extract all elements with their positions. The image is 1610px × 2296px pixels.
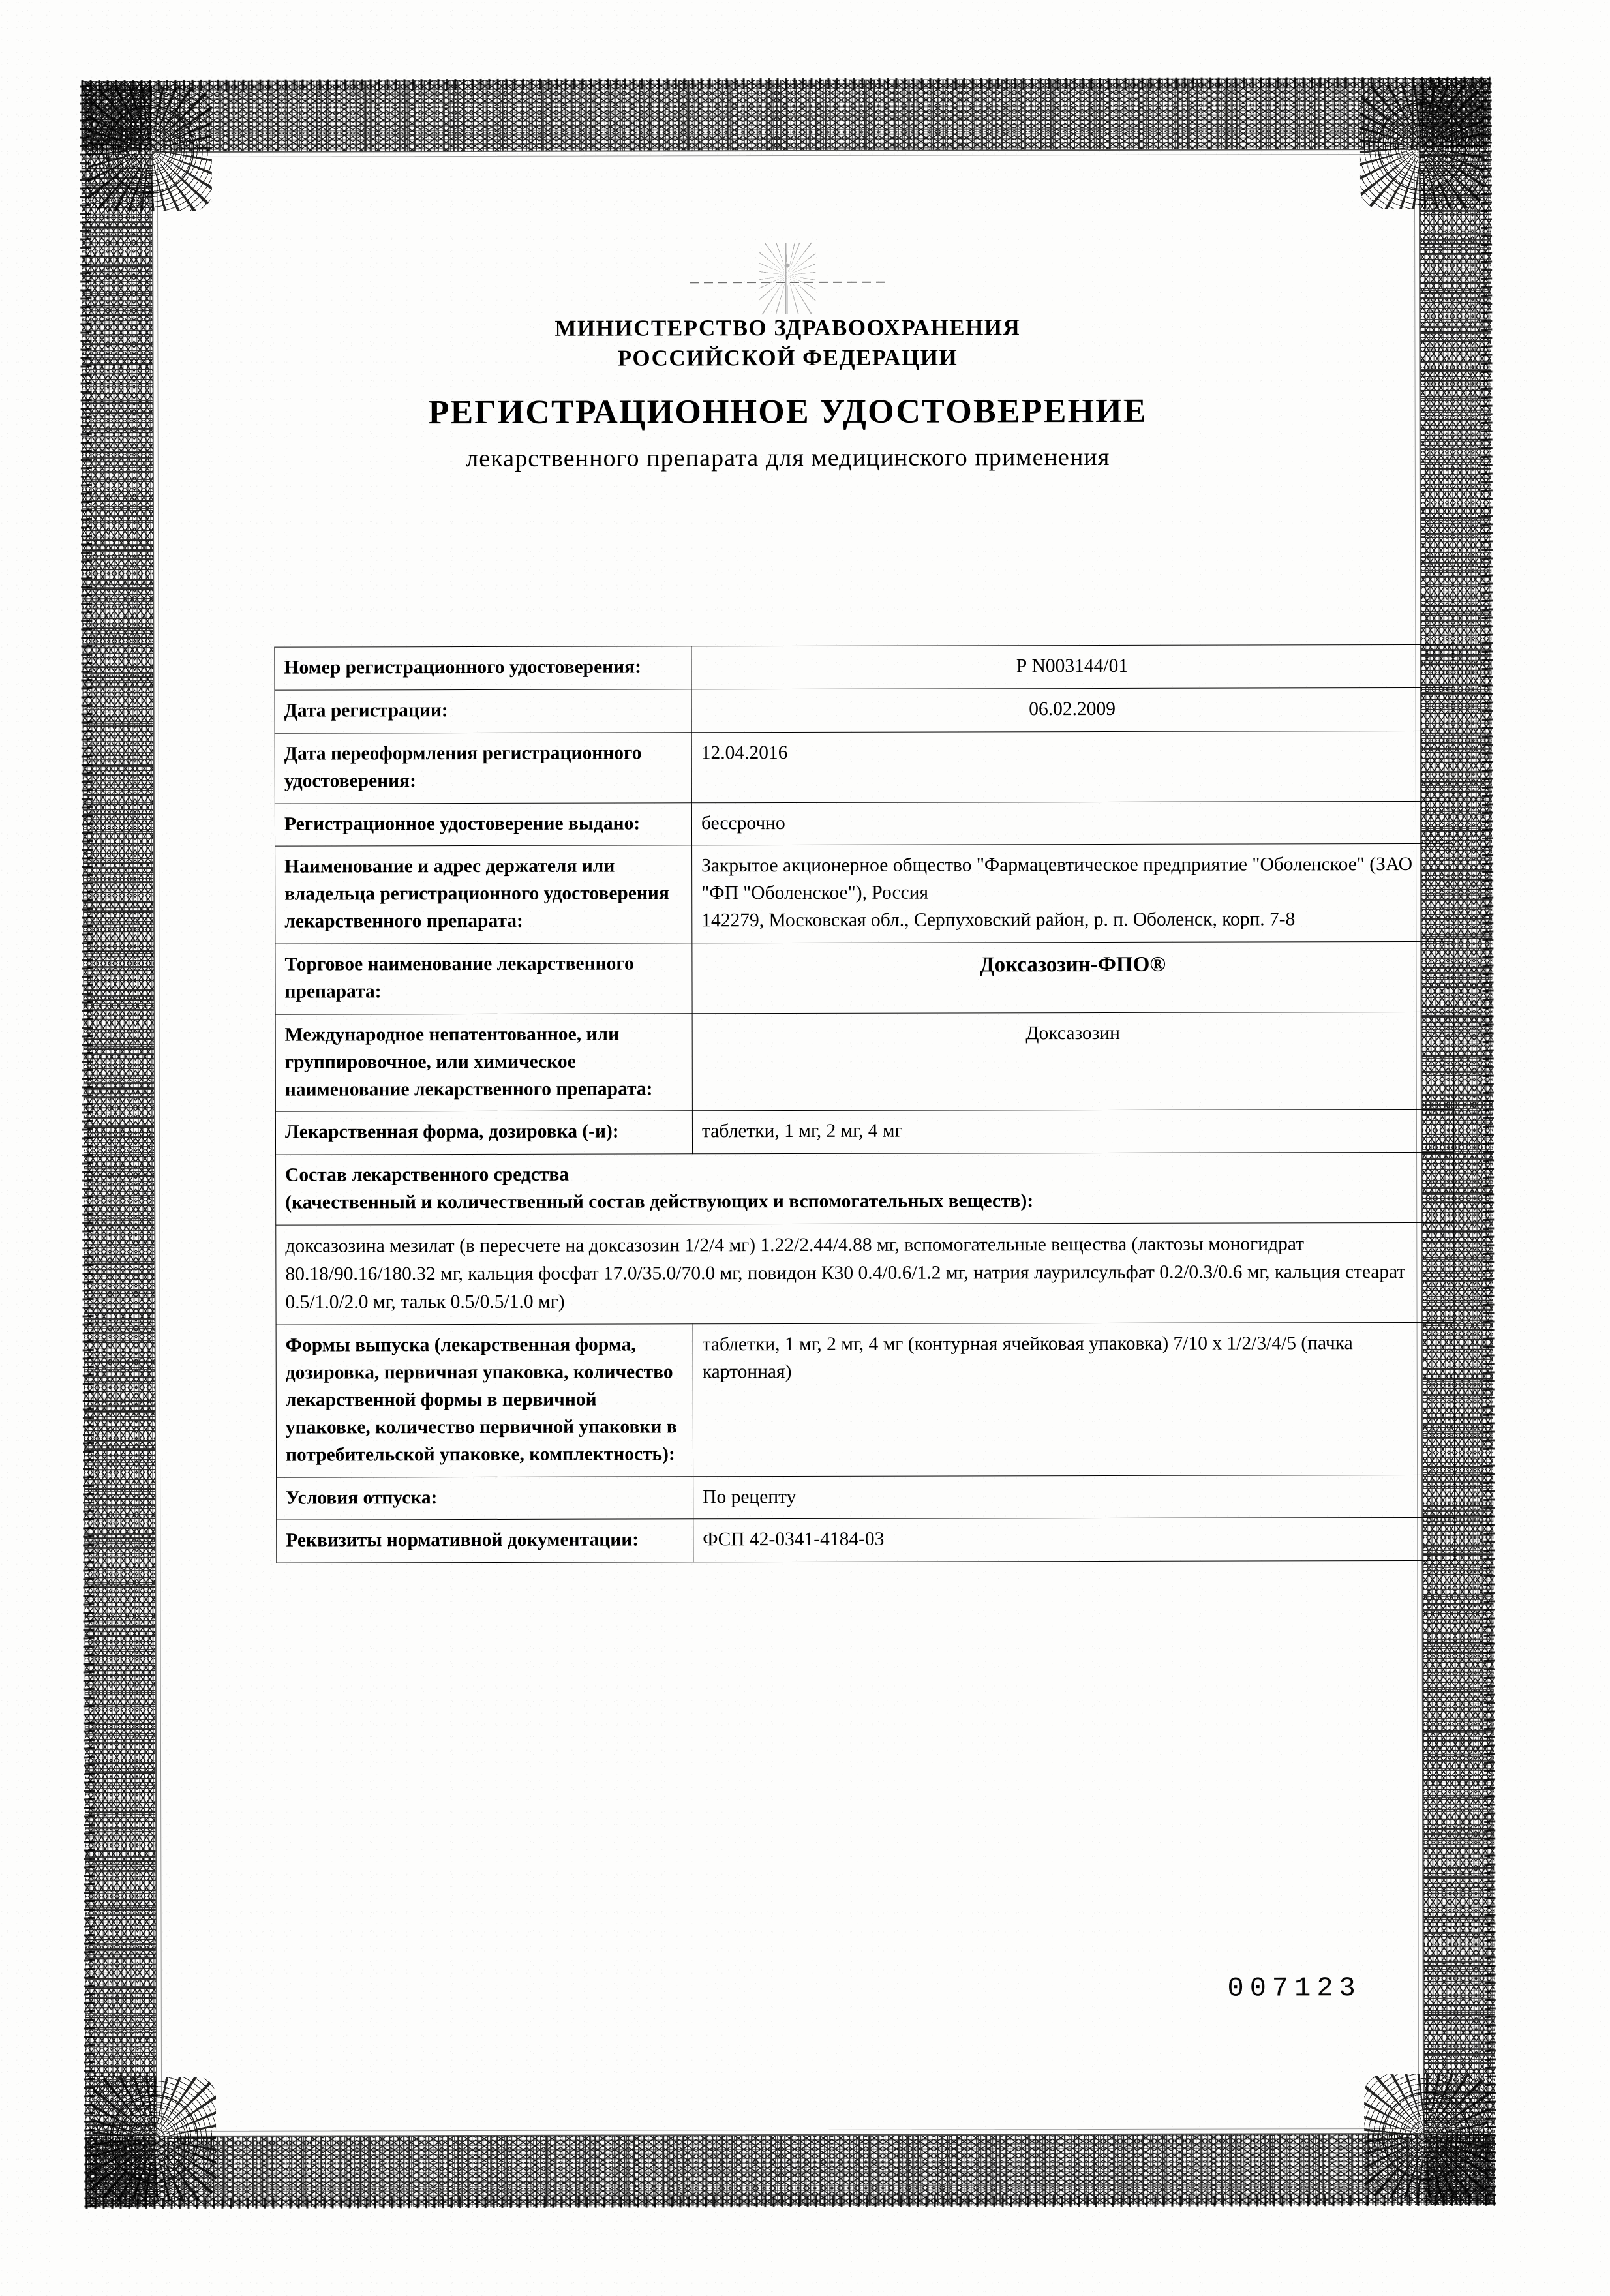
row-value: Закрытое акционерное общество "Фармацевтическое предприятие "Оболенское" (ЗАО "ФП "Оболенское"), Россия 142279, Московская обл., Серпуховский район, р. п. Оболенск, корп. 7-8 [692, 844, 1453, 943]
page-subtitle: лекарственного препарата для медицинского применения [466, 443, 1110, 473]
row-label: Регистрационное удостоверение выдано: [275, 802, 691, 846]
table-row [277, 1518, 1455, 1563]
row-value: По рецепту [693, 1475, 1455, 1519]
document-content [161, 162, 1418, 2121]
row-value: ФСП 42-0341-4184-03 [693, 1518, 1455, 1562]
row-value: таблетки, 1 мг, 2 мг, 4 мг [692, 1110, 1453, 1154]
row-value: 12.04.2016 [691, 731, 1453, 802]
composition-heading-cell [276, 1153, 1454, 1226]
row-label: Наименование и адрес держателя или владельца регистрационного удостоверения лекарственного препарата: [275, 845, 692, 944]
row-label: Дата переоформления регистрационного удостоверения: [275, 733, 691, 804]
table-row [275, 644, 1453, 690]
frame-comb-bottom [85, 2195, 1495, 2209]
table-row [275, 1110, 1453, 1155]
table-row [275, 1012, 1453, 1111]
table-row [277, 1475, 1455, 1520]
row-label: Торговое наименование лекарственного препарата: [275, 943, 692, 1014]
registration-table-body [275, 644, 1455, 1563]
table-row [275, 941, 1453, 1014]
row-label: Реквизиты нормативной документации: [277, 1519, 693, 1563]
composition-heading-line-2: (качественный и количественный состав действующих и вспомогательных веществ): [285, 1190, 1034, 1213]
row-value: Доксазозин-ФПО® [692, 941, 1453, 1013]
ministry-line-2: РОССИЙСКОЙ ФЕДЕРАЦИИ [617, 344, 958, 371]
row-value: бессрочно [691, 801, 1453, 845]
table-row [275, 731, 1453, 804]
registration-details-table [274, 644, 1455, 1563]
page-title: РЕГИСТРАЦИОННОЕ УДОСТОВЕРЕНИЕ [428, 392, 1147, 432]
row-label: Номер регистрационного удостоверения: [275, 646, 691, 690]
ministry-emblem-icon [759, 243, 815, 314]
row-value: 06.02.2009 [691, 687, 1453, 732]
composition-heading-line-1: Состав лекарственного средства [285, 1164, 570, 1186]
table-row-composition-heading [276, 1153, 1454, 1226]
table-row [275, 687, 1453, 733]
row-value: Доксазозин [692, 1012, 1453, 1111]
row-label: Условия отпуска: [277, 1476, 693, 1520]
row-label: Дата регистрации: [275, 689, 691, 733]
table-row [276, 1323, 1454, 1477]
document-serial-number: 007123 [1227, 1972, 1361, 2004]
row-value: таблетки, 1 мг, 2 мг, 4 мг (контурная ячейковая упаковка) 7/10 х 1/2/3/4/5 (пачка картонная) [693, 1323, 1454, 1477]
ministry-line-1: МИНИСТЕРСТВО ЗДРАВООХРАНЕНИЯ [554, 314, 1021, 341]
row-value: Р N003144/01 [691, 644, 1453, 689]
composition-body-cell: доксазозина мезилат (в пересчете на доксазозин 1/2/4 мг) 1.22/2.44/4.88 мг, вспомогательные вещества (лактозы моногидрат 80.18/90.16/180.32 мг, кальция фосфат 17.0/35.0/70.0 мг, повидон К30 0.4/0.6/1.2 мг, натрия лаурилсульфат 0.2/0.3/0.6 мг, кальция стеарат 0.5/1.0/2.0 мг, тальк 0.5/0.5/1.0 мг) [276, 1222, 1454, 1325]
row-label: Формы выпуска (лекарственная форма, дозировка, первичная упаковка, количество лекарственной формы в первичной упаковке, количество первичной упаковки в потребительской упаковке, комплектность): [276, 1324, 693, 1477]
table-row-composition-body [276, 1222, 1454, 1325]
ministry-heading [161, 312, 1414, 374]
table-row [275, 801, 1453, 847]
table-row [275, 844, 1453, 944]
row-label: Международное непатентованное, или группировочное, или химическое наименование лекарственного препарата: [275, 1014, 692, 1112]
emblem-underline [690, 282, 885, 284]
row-label: Лекарственная форма, дозировка (-и): [275, 1111, 692, 1155]
